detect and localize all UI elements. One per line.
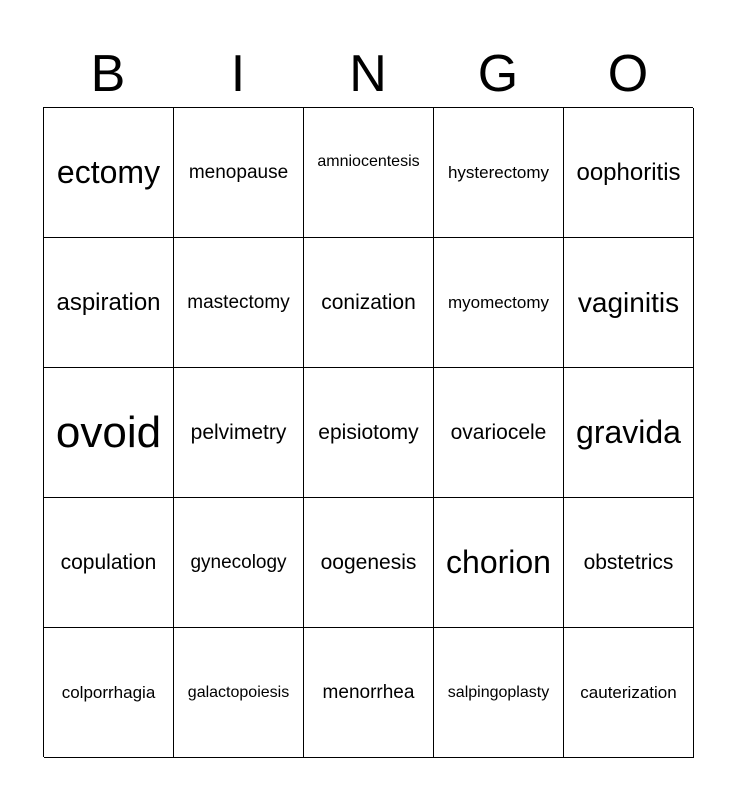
header-letter-b: B: [90, 45, 126, 103]
bingo-cell: obstetrics: [564, 498, 694, 628]
bingo-cell: chorion: [434, 498, 564, 628]
bingo-cell: ectomy: [44, 108, 174, 238]
header-letter-o: O: [607, 45, 649, 103]
bingo-cell: oophoritis: [564, 108, 694, 238]
bingo-cell: cauterization: [564, 628, 694, 758]
bingo-cell: episiotomy: [304, 368, 434, 498]
bingo-cell: menorrhea: [304, 628, 434, 758]
bingo-cell: conization: [304, 238, 434, 368]
bingo-card-grid: [43, 107, 693, 757]
bingo-cell: mastectomy: [174, 238, 304, 368]
bingo-cell: galactopoiesis: [174, 628, 304, 758]
bingo-cell: menopause: [174, 108, 304, 238]
bingo-cell: ovoid: [44, 368, 174, 498]
bingo-cell: salpingoplasty: [434, 628, 564, 758]
bingo-cell: copulation: [44, 498, 174, 628]
bingo-cell: gynecology: [174, 498, 304, 628]
bingo-cell: vaginitis: [564, 238, 694, 368]
bingo-header: [43, 44, 693, 104]
header-letter-i: I: [230, 45, 246, 103]
header-letter-g: G: [477, 45, 519, 103]
bingo-cell: ovariocele: [434, 368, 564, 498]
bingo-cell: aspiration: [44, 238, 174, 368]
bingo-cell: oogenesis: [304, 498, 434, 628]
header-letter-n: N: [349, 45, 387, 103]
bingo-cell: pelvimetry: [174, 368, 304, 498]
bingo-cell: hysterectomy: [434, 108, 564, 238]
bingo-cell: gravida: [564, 368, 694, 498]
bingo-cell: myomectomy: [434, 238, 564, 368]
bingo-cell: amniocentesis: [304, 108, 434, 238]
bingo-cell: colporrhagia: [44, 628, 174, 758]
